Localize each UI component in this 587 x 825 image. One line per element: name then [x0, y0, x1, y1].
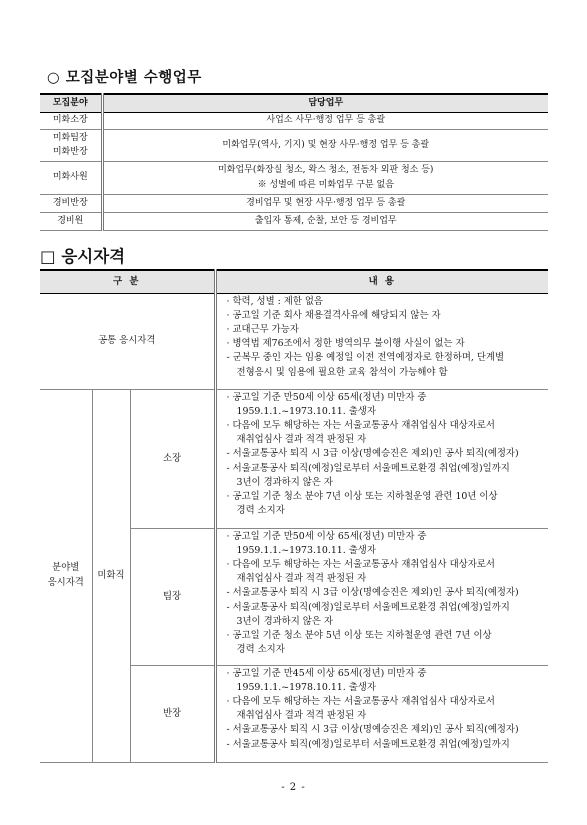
- field-label: 분야별 응시자격: [40, 389, 92, 762]
- table-row: [40, 293, 548, 389]
- header-content: 내 용: [215, 270, 548, 293]
- duty-cell: 경비업무 및 현장 사무·행정 업무 등 총괄: [102, 194, 548, 212]
- duty-cell: 사업소 사무·행정 업무 등 총괄: [102, 112, 548, 129]
- qualifications-table: [40, 269, 548, 763]
- table-row: [40, 212, 548, 230]
- table-row: [40, 194, 548, 212]
- role-content: · 공고일 기준 만45세 이상 65세(정년) 미만자 중 1959.1.1.~1978.10.11. 출생자 · 다음에 모두 해당하는 자는 서울교통공사 재취업심사 대상자로서 재취업심사 결과 적격 판정된 자 - 서울교통공사 퇴직 시 3급 이상(명예승진은 제외)인 공사 퇴직(예정자) - 서울교통공사 퇴직(예정)일로부터 서울메트로환경 취업(예정)일까지: [215, 665, 548, 762]
- role-content: · 공고일 기준 만50세 이상 65세(정년) 미만자 중 1959.1.1.~1973.10.11. 출생자 · 다음에 모두 해당하는 자는 서울교통공사 재취업심사 대상자로서 재취업심사 결과 적격 판정된 자 - 서울교통공사 퇴직 시 3급 이상(명예승진은 제외)인 공사 퇴직(예정자) - 서울교통공사 퇴직(예정)일로부터 서울메트로환경 취업(예정)일까지 3년이 경과하지 않은 자 · 공고일 기준 청소 분야 5년 이상 또는 지하철운영 관련 7년 이상 경력 소지자: [215, 528, 548, 665]
- table-row: [40, 112, 548, 129]
- common-label: 공통 응시자격: [40, 293, 215, 389]
- field-cell: 경비반장: [40, 194, 102, 212]
- page-number: - 2 -: [281, 782, 306, 793]
- role-label: 반장: [130, 665, 215, 762]
- header-category: 구 분: [40, 270, 215, 293]
- sub-label: 미화직: [92, 389, 130, 762]
- field-cell: 미화팀장 미화반장: [40, 129, 102, 161]
- field-cell: 미화소장: [40, 112, 102, 129]
- common-content: · 학력, 성별 : 제한 없음 · 공고일 기준 회사 채용결격사유에 해당되지 않는 자 · 교대근무 가능자 · 병역법 제76조에서 정한 병역의무 불이행 사실이 없는 자 - 군복무 중인 자는 임용 예정일 이전 전역예정자로 한정하며, 단계별 전형응시 및 임용에 필요한 교육 참석이 가능해야 함: [215, 293, 548, 389]
- duty-cell: 출입자 통제, 순찰, 보안 등 경비업무: [102, 212, 548, 230]
- role-label: 팀장: [130, 528, 215, 665]
- header-duty: 담당업무: [102, 94, 548, 112]
- field-cell: 미화사원: [40, 161, 102, 194]
- duty-cell: 미화업무(역사, 기지) 및 현장 사무·행정 업무 등 총괄: [102, 129, 548, 161]
- table-row: [40, 389, 548, 528]
- table-row: [40, 129, 548, 161]
- section-title-qualifications: □ 응시자격: [40, 247, 126, 266]
- table-row: [40, 161, 548, 194]
- duties-table: [40, 93, 548, 231]
- section-title-duties: ○ 모집분야별 수행업무: [47, 70, 202, 86]
- role-label: 소장: [130, 389, 215, 528]
- field-cell: 경비원: [40, 212, 102, 230]
- duty-cell: 미화업무(화장실 청소, 왁스 청소, 전동차 외판 청소 등) ※ 성별에 따른 미화업무 구분 없음: [102, 161, 548, 194]
- duties-table-header: [40, 94, 548, 112]
- role-content: · 공고일 기준 만50세 이상 65세(정년) 미만자 중 1959.1.1.~1973.10.11. 출생자 · 다음에 모두 해당하는 자는 서울교통공사 재취업심사 대상자로서 재취업심사 결과 적격 판정된 자 - 서울교통공사 퇴직 시 3급 이상(명예승진은 제외)인 공사 퇴직(예정자) - 서울교통공사 퇴직(예정)일로부터 서울메트로환경 취업(예정)일까지 3년이 경과하지 않은 자 · 공고일 기준 청소 분야 7년 이상 또는 지하철운영 관련 10년 이상 경력 소지자: [215, 389, 548, 528]
- qualifications-table-header: [40, 270, 548, 293]
- header-field: 모집분야: [40, 94, 102, 112]
